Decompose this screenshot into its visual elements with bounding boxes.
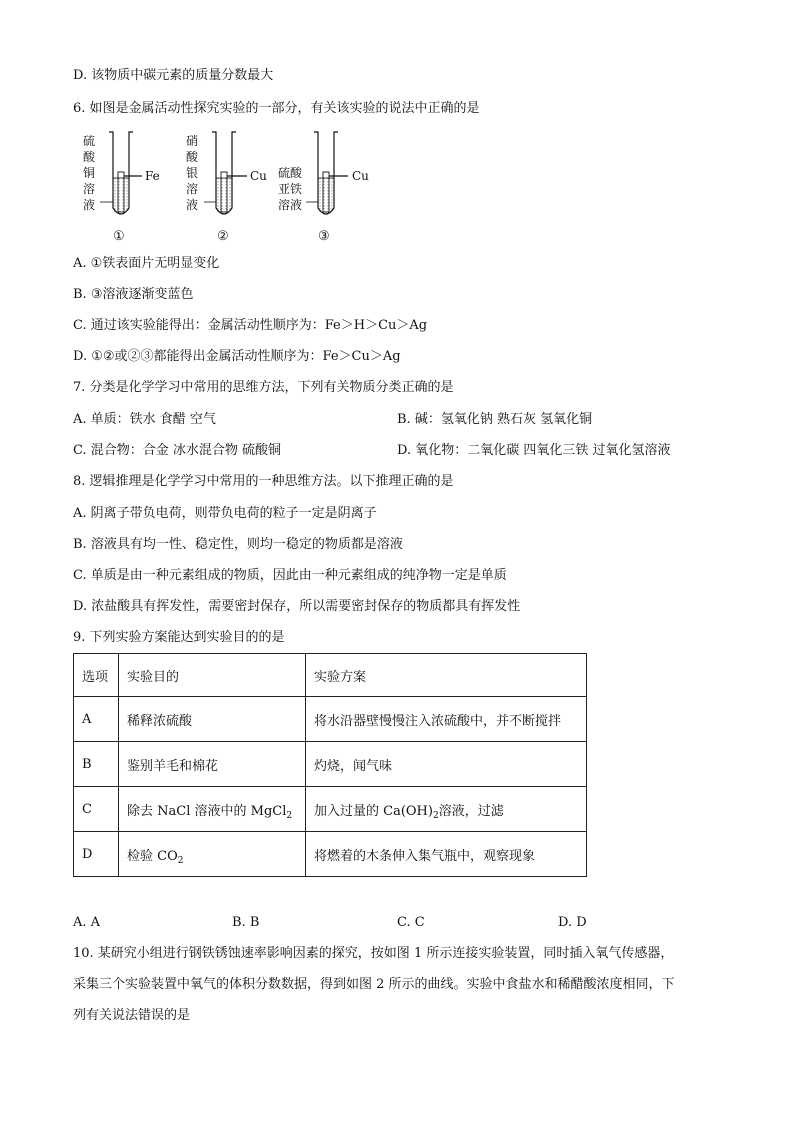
tube3-label-line: 亚铁	[278, 182, 303, 196]
q5-option-d: D. 该物质中碳元素的质量分数最大	[73, 68, 274, 83]
row-plan	[306, 787, 587, 832]
tube2-label-char: 酸	[186, 150, 199, 164]
row-plan: 灼烧，闻气味	[306, 742, 587, 787]
q6-option-a: A. ①铁表面片无明显变化	[73, 256, 220, 271]
q7-option-d: D. 氧化物：二氧化碳 四氧化三铁 过氧化氢溶液	[397, 443, 671, 458]
tube2-label-char: 溶	[186, 182, 199, 196]
q9-answer-b: B. B	[232, 915, 260, 930]
q8-option-c: C. 单质是由一种元素组成的物质，因此由一种元素组成的纯净物一定是单质	[73, 568, 507, 583]
q7-option-b: B. 碱：氢氧化钠 熟石灰 氢氧化铜	[397, 412, 593, 427]
header-option: 选项	[74, 654, 119, 697]
tube3-label-line: 硫酸	[278, 166, 303, 180]
table-row	[74, 742, 587, 787]
test-tube-figure	[80, 128, 380, 246]
test-tube-3	[306, 132, 348, 214]
q6-option-b: B. ③溶液逐渐变蓝色	[73, 287, 194, 302]
q9-answer-a: A. A	[73, 915, 101, 930]
q6-stem: 6. 如图是金属活动性探究实验的一部分，有关该实验的说法中正确的是	[73, 101, 480, 116]
test-tube-2	[204, 132, 247, 214]
tube1-label-char: 溶	[83, 182, 96, 196]
tube1-metal-label: Fe	[145, 169, 160, 183]
tube3-metal-label: Cu	[352, 169, 369, 183]
tube1-label-char: 液	[83, 198, 96, 212]
row-plan: 将水沿器壁慢慢注入浓硫酸中，并不断搅拌	[306, 697, 587, 742]
q9-stem: 9. 下列实验方案能达到实验目的的是	[73, 630, 285, 645]
q9-table	[73, 653, 587, 877]
q10-line-2: 采集三个实验装置中氧气的体积分数数据，得到如图 2 所示的曲线。实验中食盐水和稀醋酸浓度相同，下	[73, 977, 675, 992]
table-row	[74, 787, 587, 832]
plan-text: 加入过量的 Ca(OH)	[314, 803, 433, 819]
plan-subscript: 2	[432, 810, 439, 821]
tube1-label-char: 硫	[83, 134, 96, 148]
q9-answer-c: C. C	[397, 915, 425, 930]
row-option: C	[74, 787, 119, 832]
row-plan: 将燃着的木条伸入集气瓶中，观察现象	[306, 832, 587, 877]
row-option: B	[74, 742, 119, 787]
table-row	[74, 832, 587, 877]
test-tube-1	[100, 132, 142, 214]
q7-stem: 7. 分类是化学学习中常用的思维方法，下列有关物质分类正确的是	[73, 380, 454, 395]
tube3-label-line: 溶液	[278, 198, 303, 212]
tube2-label-char: 液	[186, 198, 199, 212]
row-option: A	[74, 697, 119, 742]
q7-option-a: A. 单质：铁水 食醋 空气	[73, 412, 216, 427]
table-row	[74, 697, 587, 742]
q8-option-a: A. 阴离子带负电荷，则带负电荷的粒子一定是阴离子	[73, 506, 377, 521]
tube2-label-char: 硝	[186, 134, 199, 148]
tube3-number: ③	[318, 229, 330, 244]
tube1-number: ①	[113, 229, 125, 244]
q10-line-3: 列有关说法错误的是	[73, 1008, 191, 1023]
goal-subscript: 2	[177, 855, 184, 866]
tube2-metal-label: Cu	[250, 169, 267, 183]
table-header-row	[74, 654, 587, 697]
q8-option-b: B. 溶液具有均一性、稳定性，则均一稳定的物质都是溶液	[73, 537, 403, 552]
row-goal	[119, 832, 306, 877]
goal-text: 除去 NaCl 溶液中的 MgCl	[127, 803, 287, 819]
row-goal	[119, 787, 306, 832]
q10-line-1: 10. 某研究小组进行钢铁锈蚀速率影响因素的探究，按如图 1 所示连接实验装置，同时插入氧气传感器，	[73, 946, 674, 961]
goal-subscript: 2	[286, 810, 293, 821]
row-option: D	[74, 832, 119, 877]
tube2-label-char: 银	[186, 166, 199, 180]
q8-stem: 8. 逻辑推理是化学学习中常用的一种思维方法。以下推理正确的是	[73, 474, 454, 489]
tube1-label-char: 酸	[83, 150, 96, 164]
q7-option-c: C. 混合物：合金 冰水混合物 硫酸铜	[73, 443, 282, 458]
q9-answer-d: D. D	[558, 915, 587, 930]
q6-option-c: C. 通过该实验能得出：金属活动性顺序为：Fe＞H＞Cu＞Ag	[73, 318, 428, 333]
tube1-label-char: 铜	[83, 166, 96, 180]
header-plan: 实验方案	[306, 654, 587, 697]
q8-option-d: D. 浓盐酸具有挥发性，需要密封保存，所以需要密封保存的物质都具有挥发性	[73, 599, 521, 614]
header-goal: 实验目的	[119, 654, 306, 697]
goal-text: 检验 CO	[127, 848, 178, 864]
row-goal: 鉴别羊毛和棉花	[119, 742, 306, 787]
plan-text-end: 溶液，过滤	[438, 803, 504, 819]
row-goal: 稀释浓硫酸	[119, 697, 306, 742]
q6-option-d: D. ①②或②③都能得出金属活动性顺序为：Fe＞Cu＞Ag	[73, 349, 401, 364]
tube2-number: ②	[217, 229, 229, 244]
